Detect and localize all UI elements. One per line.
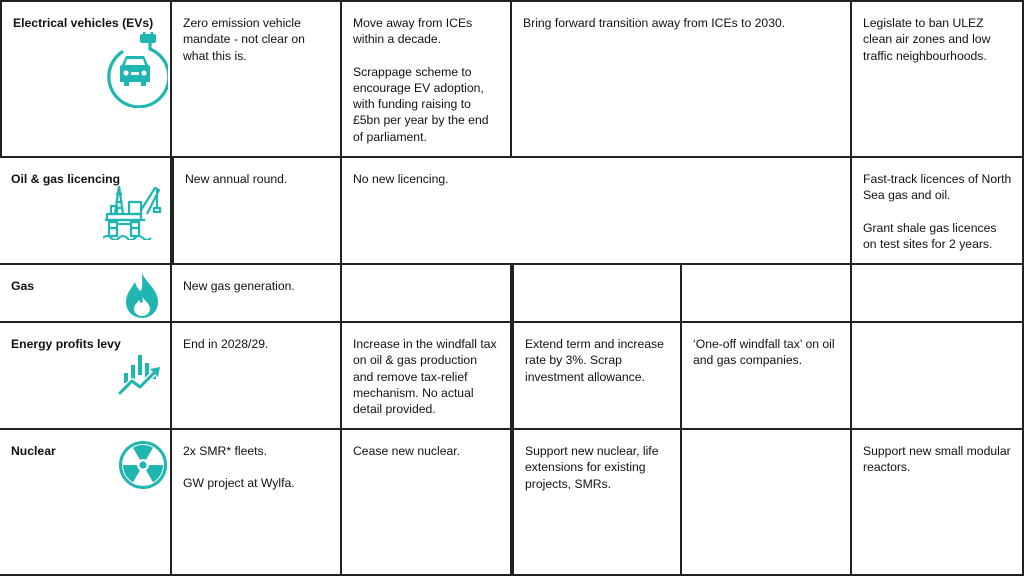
cell-evs-col4-5 <box>512 0 852 158</box>
ev-charging-icon <box>102 32 168 108</box>
cell-gas-col4 <box>512 265 682 323</box>
cell-text: Scrappage scheme to encourage EV adoption, with funding raising to £5bn per year by the end of parliament. <box>353 64 489 144</box>
cell-text: GW project at Wylfa. <box>183 476 295 491</box>
cell-gas-col2 <box>172 265 342 323</box>
cell-gas-col3 <box>342 265 512 323</box>
cell-gas-col5 <box>682 265 852 323</box>
rising-chart-icon <box>118 351 164 395</box>
cell-text: New annual round. <box>185 172 288 186</box>
cell-text: No new licencing. <box>353 172 449 186</box>
cell-text: Bring forward transition away from ICEs to 2030. <box>523 16 786 30</box>
cell-text: 2x SMR* fleets. <box>183 444 267 458</box>
cell-text: New gas generation. <box>183 279 295 293</box>
cell-text: Extend term and increase rate by 3%. Scrap investment allowance. <box>525 337 664 384</box>
row-label-text: Oil & gas licencing <box>11 172 121 186</box>
cell-evs-col6 <box>852 0 1024 158</box>
row-label-text: Energy profits levy <box>11 337 121 351</box>
cell-text: Zero emission vehicle mandate - not clear on what this is. <box>183 16 305 63</box>
cell-levy-col6 <box>852 323 1024 430</box>
cell-text: Cease new nuclear. <box>353 444 461 458</box>
cell-levy-col4 <box>512 323 682 430</box>
row-label-energy-levy <box>0 323 172 430</box>
cell-levy-col2 <box>172 323 342 430</box>
cell-levy-col3 <box>342 323 512 430</box>
cell-nuclear-col4 <box>512 430 682 576</box>
radiation-icon <box>118 440 168 490</box>
oil-rig-icon <box>103 184 165 240</box>
cell-text: Support new small modular reactors. <box>863 444 1011 475</box>
row-label-evs <box>0 0 172 158</box>
cell-evs-col2 <box>172 0 342 158</box>
row-label-gas <box>0 265 172 323</box>
row-label-text: Electrical vehicles (EVs) <box>13 16 154 30</box>
cell-text: Grant shale gas licences on test sites for 2 years. <box>863 220 997 251</box>
cell-oil-col2 <box>172 158 342 265</box>
cell-oil-col6 <box>852 158 1024 265</box>
cell-levy-col5 <box>682 323 852 430</box>
row-label-nuclear <box>0 430 172 576</box>
cell-text: ‘One-off windfall tax’ on oil and gas companies. <box>693 337 835 368</box>
cell-nuclear-col5 <box>682 430 852 576</box>
cell-evs-col3 <box>342 0 512 158</box>
cell-text: Move away from ICEs within a decade. <box>353 16 473 47</box>
cell-text: Legislate to ban ULEZ clean air zones and low traffic neighbourhoods. <box>863 16 991 63</box>
cell-nuclear-col2 <box>172 430 342 576</box>
cell-text: Fast-track licences of North Sea gas and oil. <box>863 172 1012 203</box>
row-label-oil-gas <box>0 158 172 265</box>
cell-text: End in 2028/29. <box>183 337 269 351</box>
flame-icon <box>122 271 162 319</box>
cell-gas-col6 <box>852 265 1024 323</box>
row-label-text: Gas <box>11 279 35 293</box>
row-label-text: Nuclear <box>11 444 56 458</box>
cell-text: Increase in the windfall tax on oil & gas production and remove tax-relief mechanism. No actual detail provided. <box>353 337 497 417</box>
cell-nuclear-col6 <box>852 430 1024 576</box>
cell-text: Support new nuclear, life extensions for existing projects, SMRs. <box>525 444 659 491</box>
cell-nuclear-col3 <box>342 430 512 576</box>
cell-oil-col3-5 <box>342 158 852 265</box>
